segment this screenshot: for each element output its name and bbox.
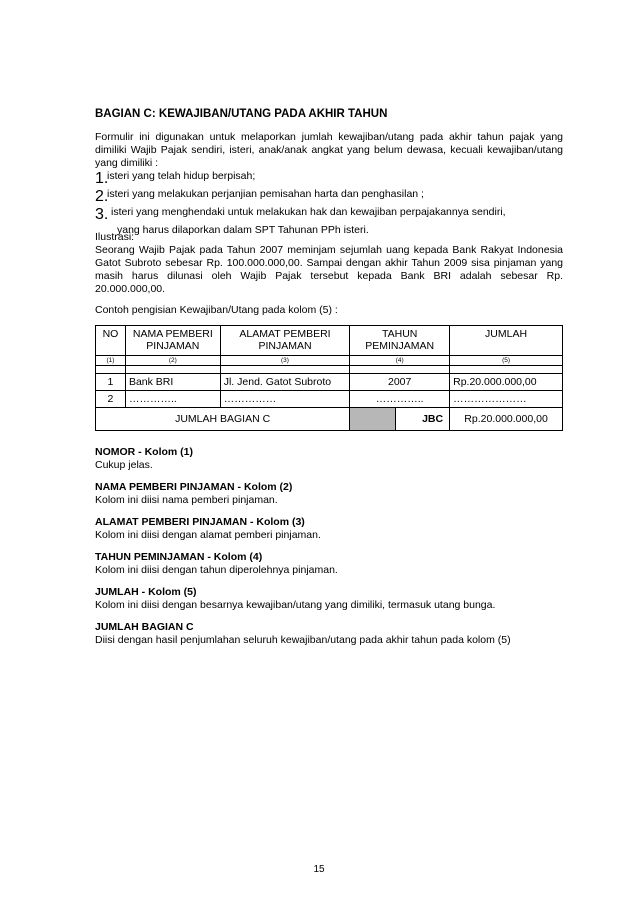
header-nama: NAMA PEMBERI PINJAMAN — [125, 326, 220, 356]
intro-paragraph: Formulir ini digunakan untuk melaporkan jumlah kewajiban/utang pada akhir tahun pajak yang dimiliki Wajib Pajak sendiri, isteri, anak/anak angkat yang belum dewasa, kecuali kewajiban/utang yang dimiliki : — [95, 131, 563, 169]
exception-item-1: 1. isteri yang telah hidup berpisah; — [95, 170, 256, 187]
illustration-text: Seorang Wajib Pajak pada Tahun 2007 meminjam sejumlah uang kepada Bank Rakyat Indonesia Gatot Subroto sebesar Rp. 100.000.000,00. Sampai dengan akhir Tahun 2009 sisa pinjaman yang masih harus dilunasi oleh Wajib Pajak tersebut kepada Bank BRI adalah sebesar Rp. 20.000.000,00. — [95, 244, 563, 295]
table-row: 1 Bank BRI Jl. Jend. Gatot Subroto 2007 Rp.20.000.000,00 — [96, 374, 563, 391]
table-spacer-row — [96, 366, 563, 374]
header-alamat: ALAMAT PEMBERI PINJAMAN — [220, 326, 350, 356]
example-table — [95, 325, 563, 431]
header-jumlah: JUMLAH — [450, 326, 563, 356]
section-nomor: NOMOR - Kolom (1) Cukup jelas. — [95, 446, 193, 471]
sections-block — [95, 446, 563, 647]
header-tahun: TAHUN PEMINJAMAN — [350, 326, 450, 356]
exception-item-3-continuation: yang harus dilaporkan dalam SPT Tahunan PPh isteri. — [117, 224, 369, 236]
section-tahun: TAHUN PEMINJAMAN - Kolom (4) Kolom ini diisi dengan tahun diperolehnya pinjaman. — [95, 551, 338, 576]
section-jumlah: JUMLAH - Kolom (5) Kolom ini diisi dengan besarnya kewajiban/utang yang dimiliki, termasuk utang bunga. — [95, 586, 496, 611]
illustration-label: Ilustrasi: — [95, 231, 135, 243]
section-alamat: ALAMAT PEMBERI PINJAMAN - Kolom (3) Kolom ini diisi dengan alamat pemberi pinjaman. — [95, 516, 321, 541]
example-table-wrapper — [95, 325, 563, 431]
total-value: Rp.20.000.000,00 — [450, 408, 563, 431]
shaded-box — [350, 408, 396, 430]
exception-item-3: 3. isteri yang menghendaki untuk melakukan hak dan kewajiban perpajakannya sendiri, — [95, 206, 506, 223]
section-title: BAGIAN C: KEWAJIBAN/UTANG PADA AKHIR TAHUN — [95, 108, 388, 120]
column-number-row: (1) (2) (3) (4) (5) — [96, 356, 563, 366]
example-label: Contoh pengisian Kewajiban/Utang pada kolom (5) : — [95, 304, 338, 316]
table-row: 2 ………….. …………… ………….. ………………… — [96, 391, 563, 408]
table-total-row — [96, 408, 563, 431]
total-code: JBC — [422, 413, 444, 425]
section-jumlah-bagian-c: JUMLAH BAGIAN C Diisi dengan hasil penjumlahan seluruh kewajiban/utang pada akhir tahun pada kolom (5) — [95, 621, 511, 646]
intro-block — [95, 131, 563, 237]
exception-item-2: 2. isteri yang melakukan perjanjian pemisahan harta dan penghasilan ; — [95, 188, 424, 205]
page-number: 15 — [313, 864, 325, 875]
total-code-cell — [350, 408, 450, 431]
illustration-block — [95, 231, 563, 296]
total-label: JUMLAH BAGIAN C — [96, 408, 350, 431]
table-header-row — [96, 326, 563, 356]
header-no: NO — [96, 326, 126, 356]
section-nama: NAMA PEMBERI PINJAMAN - Kolom (2) Kolom ini diisi nama pemberi pinjaman. — [95, 481, 293, 506]
